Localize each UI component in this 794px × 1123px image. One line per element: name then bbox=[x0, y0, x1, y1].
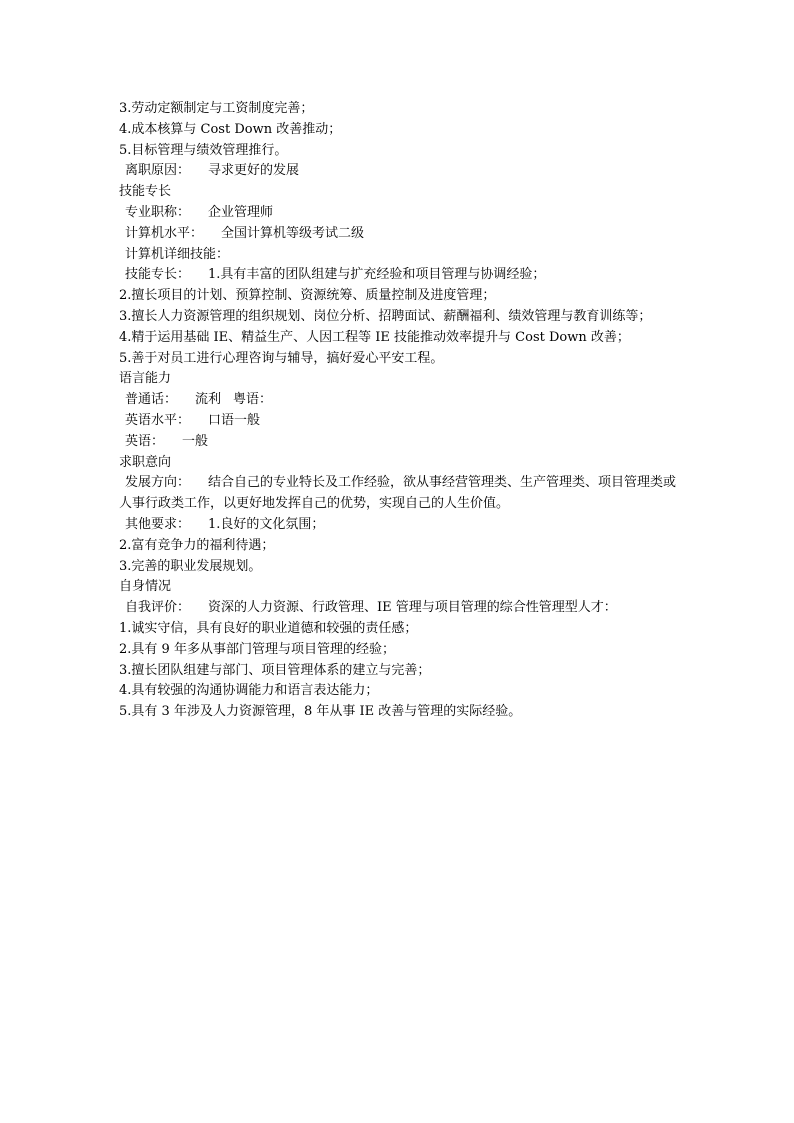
field-value: 流利 bbox=[195, 392, 222, 408]
field-label: 离职原因： bbox=[125, 163, 191, 179]
field-value: 一般 bbox=[182, 433, 209, 449]
text-line: 5.善于对员工进行心理咨询与辅导，搞好爱心平安工程。 bbox=[119, 350, 444, 366]
english-level-line bbox=[119, 411, 679, 432]
field-label: 其他要求： bbox=[125, 516, 191, 532]
field-value: 资深的人力资源、行政管理、IE 管理与项目管理的综合性管理型人才： bbox=[208, 600, 617, 616]
field-label: 普通话： bbox=[125, 392, 178, 408]
section-heading-language: 语言能力 bbox=[119, 371, 172, 387]
field-label: 发展方向： bbox=[125, 475, 191, 491]
mandarin-line bbox=[119, 390, 679, 411]
text-line: 3.擅长人力资源管理的组织规划、岗位分析、招聘面试、薪酬福利、绩效管理与教育训练等； bbox=[119, 308, 652, 324]
field-value: 企业管理师 bbox=[208, 204, 274, 220]
field-label: 技能专长： bbox=[125, 267, 191, 283]
text-line: 4.成本核算与 Cost Down 改善推动； bbox=[119, 121, 342, 137]
resignation-reason-line bbox=[119, 161, 679, 182]
text-line: 2.擅长项目的计划、预算控制、资源统筹、质量控制及进度管理； bbox=[119, 288, 496, 304]
text-line: 3.劳动定额制定与工资制度完善； bbox=[119, 101, 314, 116]
direction-paragraph bbox=[119, 473, 679, 515]
section-heading-self: 自身情况 bbox=[119, 579, 172, 595]
computer-level-line bbox=[119, 224, 679, 245]
field-value: 全国计算机等级考试二级 bbox=[221, 225, 365, 241]
field-label: 计算机水平： bbox=[125, 225, 204, 241]
field-label: 英语： bbox=[125, 433, 165, 449]
other-requirements-line bbox=[119, 515, 679, 536]
text-line: 2.具有 9 年多从事部门管理与项目管理的经验； bbox=[119, 641, 395, 657]
text-line: 5.目标管理与绩效管理推行。 bbox=[119, 142, 288, 158]
field-value: 寻求更好的发展 bbox=[208, 163, 300, 179]
text-line: 2.富有竞争力的福利待遇； bbox=[119, 537, 275, 553]
text-line: 4.具有较强的沟通协调能力和语言表达能力； bbox=[119, 683, 379, 699]
section-heading-skills: 技能专长 bbox=[119, 184, 172, 200]
text-line: 1.诚实守信，具有良好的职业道德和较强的责任感； bbox=[119, 620, 418, 636]
field-value: 口语一般 bbox=[208, 412, 261, 428]
field-value: 1.良好的文化氛围； bbox=[208, 516, 325, 532]
self-evaluation-line bbox=[119, 598, 679, 619]
field-label: 专业职称： bbox=[125, 204, 191, 220]
text-line: 3.完善的职业发展规划。 bbox=[119, 558, 262, 574]
field-label: 英语水平： bbox=[125, 412, 191, 428]
field-value: 结合自己的专业特长及工作经验，欲从事经营管理类、生产管理类、项目管理类或人事行政类工作，以更好地发挥自己的优势，实现自己的人生价值。 bbox=[119, 475, 677, 512]
section-heading-intent: 求职意向 bbox=[119, 454, 172, 470]
english-line bbox=[119, 432, 679, 453]
field-value: 1.具有丰富的团队组建与扩充经验和项目管理与协调经验； bbox=[208, 267, 546, 283]
skills-line bbox=[119, 265, 679, 286]
title-line bbox=[119, 203, 679, 224]
text-line: 4.精于运用基础 IE、精益生产、人因工程等 IE 技能推动效率提升与 Cost Down 改善； bbox=[119, 329, 630, 345]
computer-skills-line: 计算机详细技能： bbox=[125, 246, 230, 262]
field-label: 自我评价： bbox=[125, 600, 191, 616]
text-line: 5.具有 3 年涉及人力资源管理，8 年从事 IE 改善与管理的实际经验。 bbox=[119, 704, 522, 720]
text-line: 3.擅长团队组建与部门、项目管理体系的建立与完善； bbox=[119, 662, 431, 678]
resume-content bbox=[119, 99, 679, 723]
field-label: 粤语： bbox=[233, 392, 273, 408]
